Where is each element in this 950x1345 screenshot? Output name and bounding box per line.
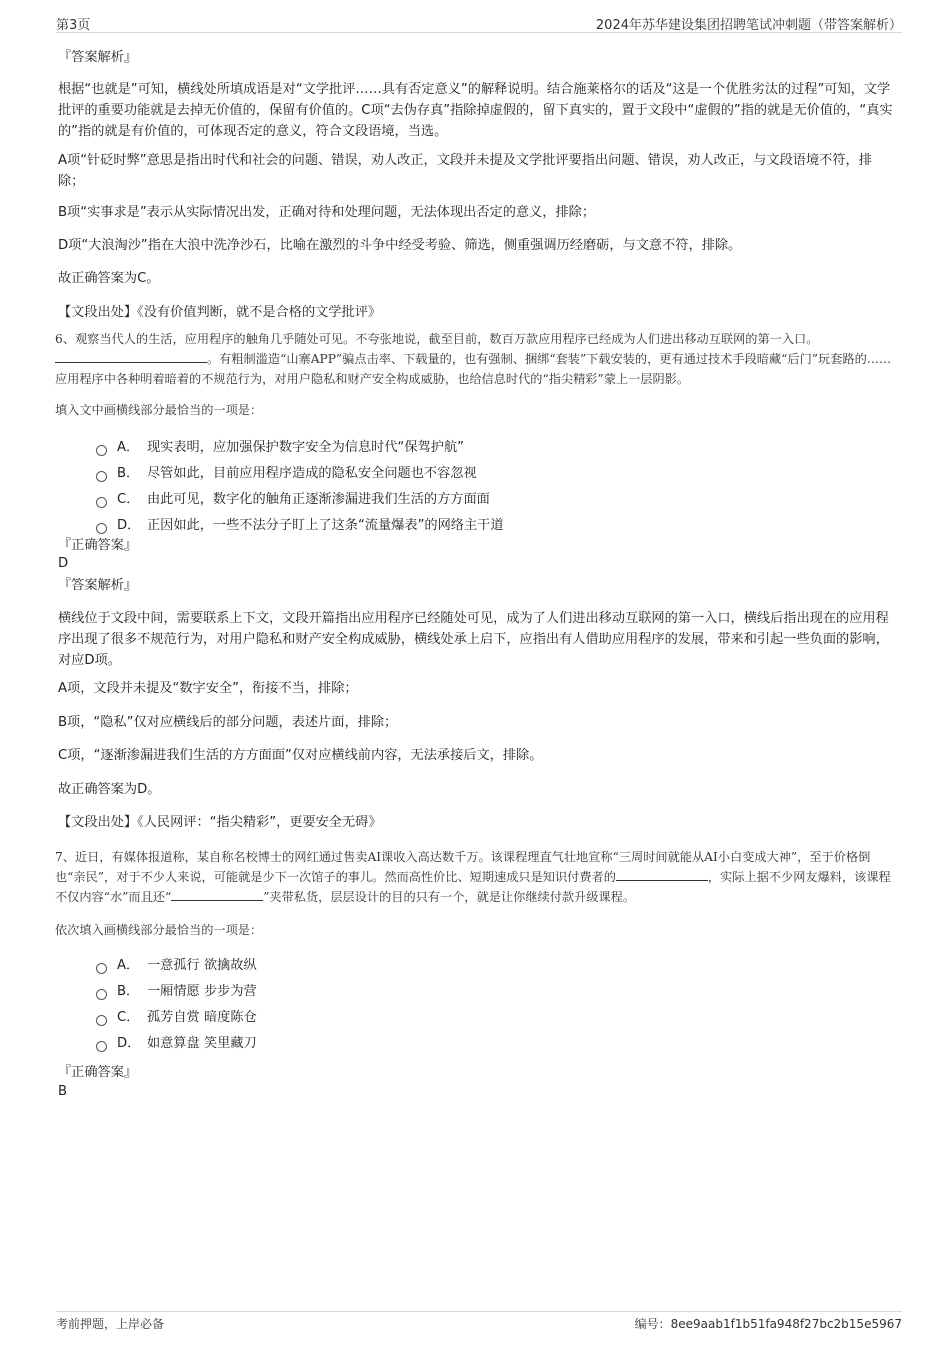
q6-conclusion: 故正确答案为D。 [58, 782, 161, 797]
q6-stem [55, 329, 897, 389]
radio-icon[interactable] [96, 989, 107, 1000]
q6-correct-label: 『正确答案』 [58, 538, 138, 553]
q7-blank-1 [616, 868, 708, 881]
q7-prompt: 依次填入画横线部分最恰当的一项是： [55, 923, 263, 937]
q6-analysis: 横线位于文段中间，需要联系上下文，文段开篇指出应用程序已经随处可见，成为了人们进出移动互联网的第一入口，横线后指出现在的应用程序出现了很多不规范行为，对用户隐私和财产安全构成威胁，横线处承上启下，应指出有人借助应用程序的发展，带来和引起一些负面的影响，对应D项。 [58, 611, 889, 668]
q6-option-c[interactable]: C． 由此可见，数字化的触角正逐渐渗漏进我们生活的方方面面 [96, 490, 490, 510]
q6-option-c-explain: C项，“逐渐渗漏进我们生活的方方面面”仅对应横线前内容，无法承接后文，排除。 [58, 748, 543, 763]
q6-option-a[interactable]: A． 现实表明，应加强保护数字安全为信息时代“保驾护航” [96, 438, 464, 458]
radio-icon[interactable] [96, 445, 107, 456]
q5-option-b-explain: B项“实事求是”表示从实际情况出发，正确对待和处理问题，无法体现出否定的意义，排除； [58, 205, 596, 220]
q5-conclusion: 故正确答案为C。 [58, 271, 160, 286]
footer-slogan: 考前押题，上岸必备 [56, 1317, 165, 1331]
q6-option-a-explain: A项，文段并未提及“数字安全”，衔接不当，排除； [58, 681, 358, 696]
radio-icon[interactable] [96, 471, 107, 482]
page-header [56, 14, 902, 33]
q6-analysis-label: 『答案解析』 [58, 578, 138, 593]
radio-icon[interactable] [96, 1015, 107, 1026]
q7-option-a[interactable]: A． 一意孤行 欲擒故纵 [96, 956, 257, 976]
q7-correct-label: 『正确答案』 [58, 1065, 138, 1080]
page-footer [56, 1311, 902, 1337]
q5-source: 【文段出处】《没有价值判断，就不是合格的文学批评》 [58, 305, 382, 320]
q5-option-a-explain: A项“针砭时弊”意思是指出时代和社会的问题、错误，劝人改正，文段并未提及文学批评要指出问题、错误，劝人改正，与文段语境不符，排除； [58, 153, 872, 189]
page-number: 第3页 [56, 18, 91, 33]
radio-icon[interactable] [96, 523, 107, 534]
q5-analysis-label: 『答案解析』 [58, 50, 138, 65]
q7-option-b[interactable]: B． 一厢情愿 步步为营 [96, 982, 257, 1002]
q6-option-d[interactable]: D． 正因如此，一些不法分子盯上了这条“流量爆表”的网络主干道 [96, 516, 504, 536]
q7-option-d[interactable]: D． 如意算盘 笑里藏刀 [96, 1034, 257, 1054]
q7-stem [55, 847, 897, 907]
q6-blank [55, 350, 207, 363]
q6-option-b[interactable]: B． 尽管如此，目前应用程序造成的隐私安全问题也不容忽视 [96, 464, 477, 484]
radio-icon[interactable] [96, 1041, 107, 1052]
q6-stem-part2: 。有粗制滥造“山寨APP”骗点击率、下载量的，也有强制、捆绑“套装”下载安装的，更有通过技术手段暗藏“后门”玩套路的……应用程序中各种明着暗着的不规范行为，对用户隐私和财产安全构成威胁，也给信息时代的“指尖精彩”蒙上一层阴影。 [55, 352, 892, 386]
q6-stem-part1: 6、观察当代人的生活，应用程序的触角几乎随处可见。不夸张地说，截至目前，数百万款应用程序已经成为人们进出移动互联网的第一入口。 [55, 332, 819, 346]
radio-icon[interactable] [96, 497, 107, 508]
q6-source: 【文段出处】《人民网评：“指尖精彩”，更要安全无碍》 [58, 815, 382, 830]
q7-stem-part1: 7、近日，有媒体报道称，某自称名校博士的网红通过售卖AI课收入高达数千万。该课程理直气壮地宣称“三周时间就能从AI小白变成大神”，至于价格倒也“亲民”，对于不少人来说，可能就是少下一次馆子的事儿。然而高性价比、短期速成只是知识付费者的 [55, 850, 871, 884]
q7-blank-2 [171, 888, 263, 901]
q7-option-c[interactable]: C． 孤芳自赏 暗度陈仓 [96, 1008, 257, 1028]
q5-analysis: 根据“也就是”可知，横线处所填成语是对“文学批评……具有否定意义”的解释说明。结合施莱格尔的话及“这是一个优胜劣汰的过程”可知，文学批评的重要功能就是去掉无价值的，保留有价值的。C项“去伪存真”指除掉虚假的，留下真实的，置于文段中“虚假的”指的就是无价值的，“真实的”指的就是有价值的，可体现否定的意义，符合文段语境，当选。 [58, 82, 893, 139]
q6-option-b-explain: B项，“隐私”仅对应横线后的部分问题，表述片面，排除； [58, 715, 398, 730]
q5-option-d-explain: D项“大浪淘沙”指在大浪中洗净沙石，比喻在激烈的斗争中经受考验、筛选，侧重强调历经磨砺，与文意不符，排除。 [58, 238, 742, 253]
q6-prompt: 填入文中画横线部分最恰当的一项是： [55, 403, 263, 417]
radio-icon[interactable] [96, 963, 107, 974]
document-title: 2024年苏华建设集团招聘笔试冲刺题（带答案解析） [595, 18, 902, 33]
q6-correct-answer: D [58, 556, 69, 571]
q7-correct-answer: B [58, 1084, 68, 1099]
q7-stem-part3: ”夹带私货，层层设计的目的只有一个，就是让你继续付款升级课程。 [263, 890, 636, 904]
document-code: 编号：8ee9aab1f1b51fa948f27bc2b15e5967 [634, 1317, 902, 1331]
q7-stem-part2: ，实际上据不少网友爆料，该课程不仅内容“水”而且还“ [55, 870, 891, 904]
